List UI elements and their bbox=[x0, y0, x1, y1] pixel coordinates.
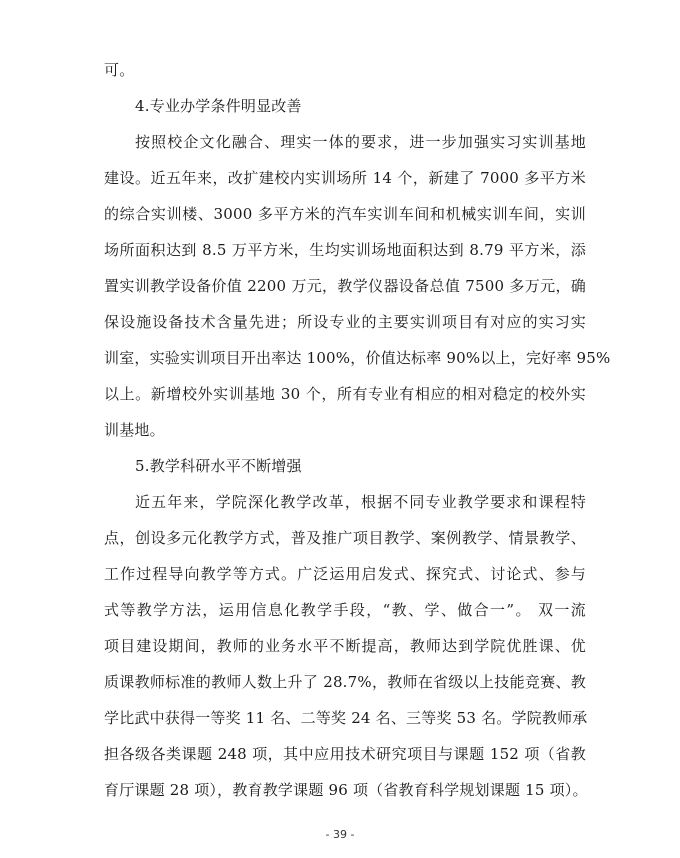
text-line: 学比武中获得一等奖 11 名、二等奖 24 名、三等奖 53 名。学院教师承 bbox=[104, 709, 588, 727]
text-line: 工作过程导向教学等方式。广泛运用启发式、探究式、讨论式、参与 bbox=[104, 565, 586, 583]
text-line: 项目建设期间，教师的业务水平不断提高，教师达到学院优胜课、优 bbox=[104, 637, 586, 655]
text-line: 场所面积达到 8.5 万平方米，生均实训场地面积达到 8.79 平方米，添 bbox=[104, 241, 586, 259]
text-line: 以上。新增校外实训基地 30 个，所有专业有相应的相对稳定的校外实 bbox=[104, 385, 586, 403]
text-line: 育厅课题 28 项），教育教学课题 96 项（省教育科学规划课题 15 项）。 bbox=[104, 781, 588, 799]
text-line: 训基地。 bbox=[104, 421, 165, 439]
section-heading: 5.教学科研水平不断增强 bbox=[135, 457, 302, 475]
text-line: 可。 bbox=[104, 61, 135, 79]
text-line: 置实训教学设备价值 2200 万元，教学仪器设备总值 7500 多万元，确 bbox=[104, 277, 586, 295]
text-line: 担各级各类课题 248 项，其中应用技术研究项目与课题 152 项（省教 bbox=[104, 745, 586, 763]
section-heading: 4.专业办学条件明显改善 bbox=[135, 97, 302, 115]
text-line: 建设。近五年来，改扩建校内实训场所 14 个，新建了 7000 多平方米 bbox=[104, 169, 586, 187]
text-line: 质课教师标准的教师人数上升了 28.7%，教师在省级以上技能竞赛、教 bbox=[104, 673, 586, 691]
text-line: 按照校企文化融合、理实一体的要求，进一步加强实习实训基地 bbox=[135, 133, 586, 151]
text-line: 点，创设多元化教学方式，普及推广项目教学、案例教学、情景教学、 bbox=[104, 529, 586, 547]
text-line: 近五年来，学院深化教学改革，根据不同专业教学要求和课程特 bbox=[135, 493, 586, 511]
text-line: 保设施设备技术含量先进；所设专业的主要实训项目有对应的实习实 bbox=[104, 313, 586, 331]
page-number: - 39 - bbox=[325, 828, 355, 841]
text-line: 训室，实验实训项目开出率达 100%，价值达标率 90%以上，完好率 95% bbox=[104, 349, 611, 367]
text-line: 式等教学方法，运用信息化教学手段，“教、学、做合一”。 双一流 bbox=[104, 601, 586, 619]
text-line: 的综合实训楼、3000 多平方米的汽车实训车间和机械实训车间，实训 bbox=[104, 205, 586, 223]
